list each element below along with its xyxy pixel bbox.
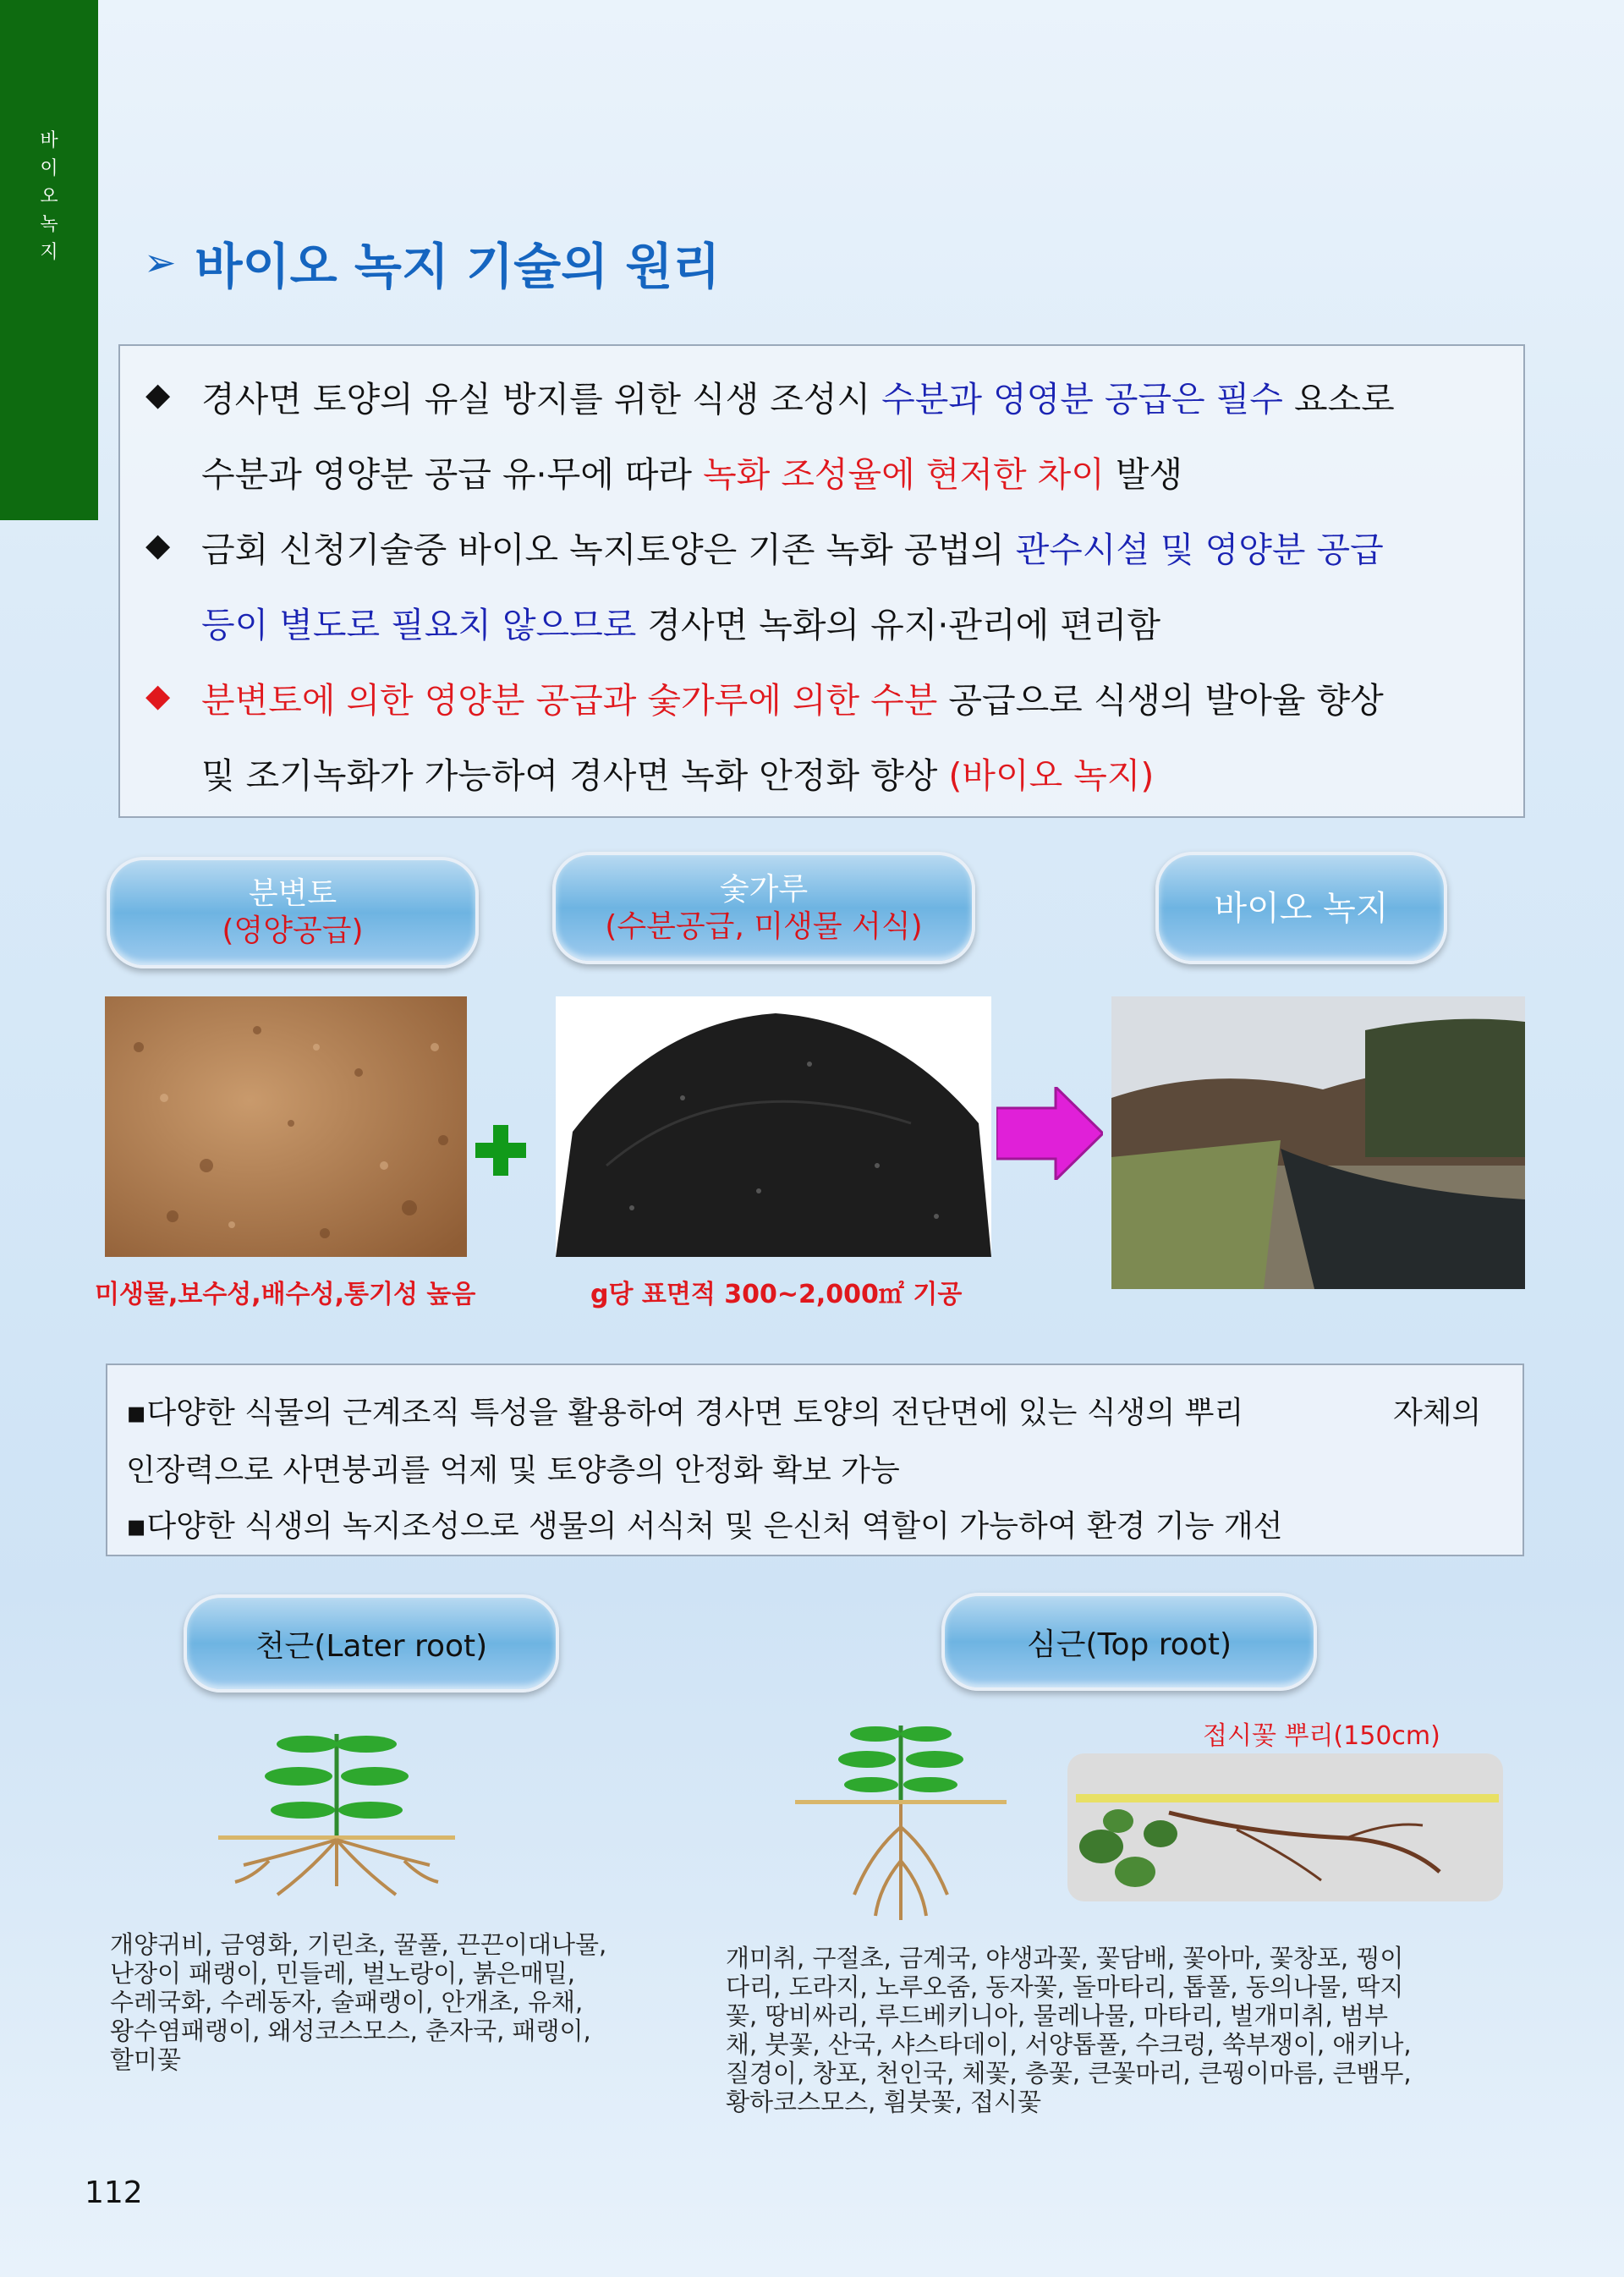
root-effect-line: ▪다양한 식생의 녹지조성으로 생물의 서식처 및 은신처 역할이 가능하여 환경 기능 개선 — [126, 1509, 1283, 1544]
bio-green-site-photo — [1111, 996, 1525, 1289]
root-effect-line: 인장력으로 사면붕괴를 억제 및 토양층의 안정화 확보 가능 — [126, 1453, 900, 1488]
plant-list-line: 개미취, 구절초, 금계국, 야생과꽃, 꽃담배, 꽃아마, 꽃창포, 꿩이 — [726, 1944, 1404, 1972]
side-tab-char: 지 — [40, 242, 58, 263]
page-title: 바이오 녹지 기술의 원리 — [195, 238, 721, 295]
principle-line: 경사면 토양의 유실 방지를 위한 식생 조성시 수분과 영영분 공급은 필수 요소로 — [201, 379, 1395, 420]
plant-list-line: 할미꽃 — [110, 2045, 182, 2074]
side-tab-char: 오 — [40, 186, 58, 207]
arrow-bullet-icon: ➢ — [144, 239, 177, 285]
diamond-bullet-icon: ◆ — [145, 526, 171, 563]
principle-line: 분변토에 의한 영양분 공급과 숯가루에 의한 수분 공급으로 식생의 발아율 향상 — [201, 680, 1384, 721]
fecal-soil-photo — [105, 996, 467, 1257]
side-tab-char: 이 — [40, 158, 58, 179]
fecal-soil-label: 분변토 (영양공급) — [107, 857, 479, 968]
side-tab-char: 바 — [40, 130, 58, 151]
plant-list-line: 꽃, 땅비싸리, 루드베키니아, 물레나물, 마타리, 벌개미취, 범부 — [726, 2001, 1388, 2030]
principle-line: 수분과 영양분 공급 유·무에 따라 녹화 조성율에 현저한 차이 발생 — [201, 454, 1183, 495]
plant-list-line: 채, 붓꽃, 산국, 샤스타데이, 서양톱풀, 수크렁, 쑥부쟁이, 애키나, — [726, 2030, 1412, 2059]
plant-list-line: 왕수염패랭이, 왜성코스모스, 춘자국, 패랭이, — [110, 2016, 591, 2045]
plant-list-line: 난장이 패랭이, 민들레, 벌노랑이, 붉은매밀, — [110, 1959, 575, 1988]
charcoal-caption: g당 표면적 300~2,000㎡ 기공 — [590, 1280, 963, 1309]
lateral-root-plant-list — [110, 1930, 606, 2074]
plant-list-line: 다리, 도라지, 노루오줌, 동자꽃, 돌마타리, 톱풀, 동의나물, 딱지 — [726, 1972, 1404, 2001]
diamond-bullet-icon: ◆ — [145, 376, 171, 413]
top-root-plant-list — [726, 1944, 1412, 2116]
plant-list-line: 질경이, 창포, 천인국, 체꽃, 층꽃, 큰꽃마리, 큰꿩이마름, 큰뱀무, — [726, 2059, 1412, 2088]
lateral-root-label: 천근(Later root) — [184, 1594, 559, 1693]
soil-caption: 미생물,보수성,배수성,통기성 높음 — [95, 1280, 476, 1309]
hollyhock-root-label: 접시꽃 뿌리(150cm) — [1203, 1721, 1440, 1751]
hollyhock-root-photo — [1067, 1753, 1503, 1901]
principle-box — [118, 344, 1525, 818]
principle-line: 등이 별도로 필요치 않으므로 경사면 녹화의 유지·관리에 편리함 — [201, 605, 1161, 645]
page-number: 112 — [85, 2175, 143, 2210]
root-effect-line: 자체의 — [1393, 1396, 1482, 1430]
diamond-bullet-icon: ◆ — [145, 677, 171, 714]
arrow-right-icon — [996, 1087, 1103, 1180]
plant-list-line: 수레국화, 수레동자, 술패랭이, 안개초, 유채, — [110, 1988, 584, 2016]
plant-list-line: 개양귀비, 금영화, 기린초, 꿀풀, 끈끈이대나물, — [110, 1930, 607, 1959]
top-root-label: 심근(Top root) — [941, 1593, 1317, 1691]
lateral-root-plant-illustration — [218, 1726, 455, 1912]
section-heading — [144, 227, 720, 298]
principle-line: 금회 신청기술중 바이오 녹지토양은 기존 녹화 공법의 관수시설 및 영양분 공급 — [201, 529, 1384, 570]
principle-line: 및 조기녹화가 가능하여 경사면 녹화 안정화 향상 (바이오 녹지) — [201, 755, 1155, 796]
side-tab-char: 녹 — [40, 214, 58, 235]
plant-list-line: 황하코스모스, 흼붓꽃, 접시꽃 — [726, 2088, 1042, 2116]
charcoal-label: 숯가루 (수분공급, 미생물 서식) — [552, 852, 975, 964]
root-effect-line: ▪다양한 식물의 근계조직 특성을 활용하여 경사면 토양의 전단면에 있는 식생의 뿌리 — [126, 1396, 1244, 1430]
top-root-plant-illustration — [795, 1717, 1007, 1929]
root-effect-box — [106, 1363, 1524, 1556]
bio-green-label: 바이오 녹지 — [1155, 852, 1447, 964]
charcoal-powder-photo — [556, 996, 991, 1257]
plus-icon — [475, 1125, 526, 1176]
side-tab — [0, 0, 98, 520]
